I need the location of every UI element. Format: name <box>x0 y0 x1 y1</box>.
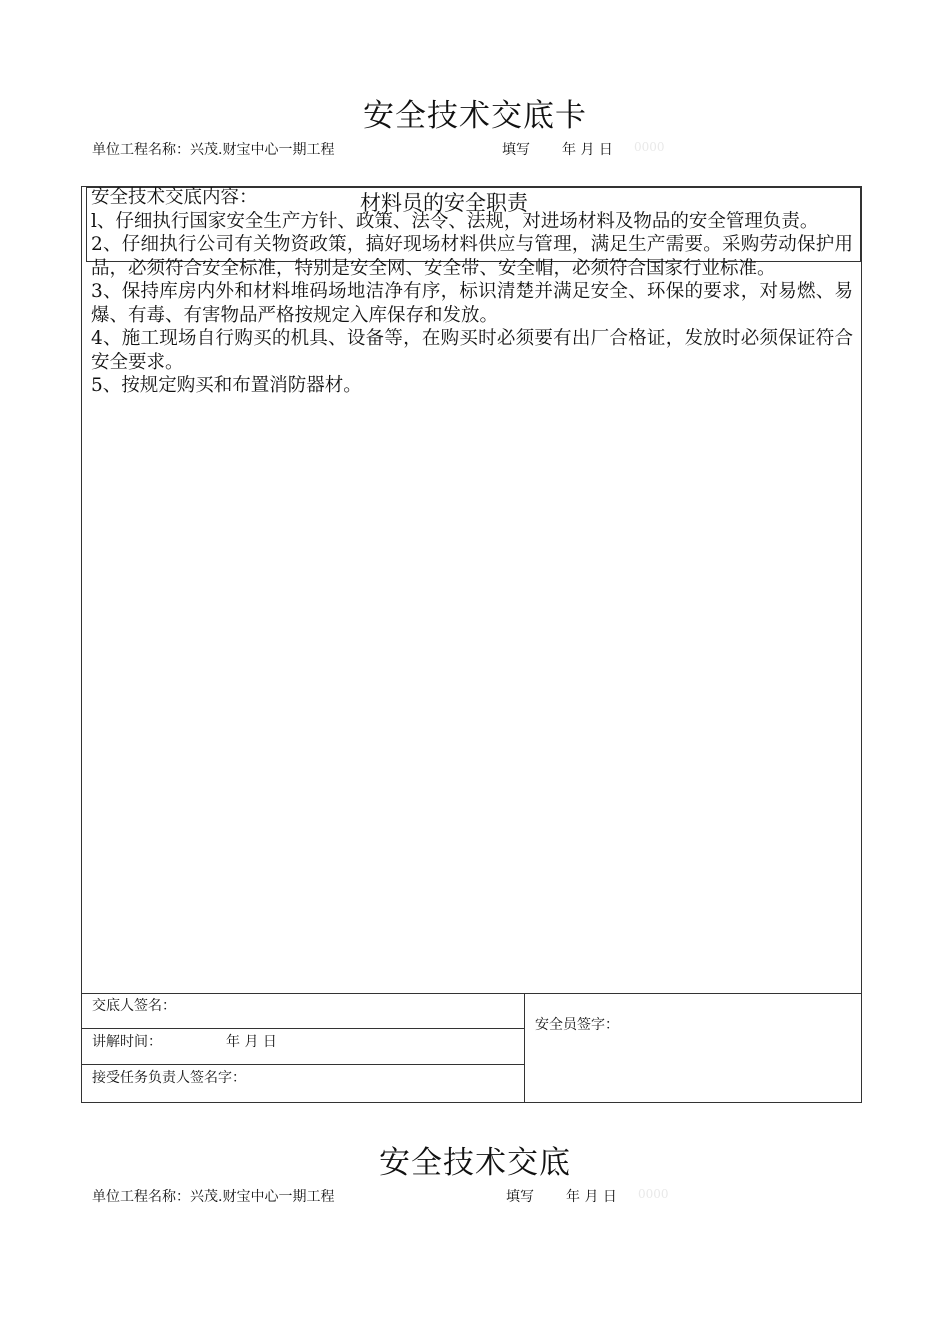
signature-top-divider <box>81 993 862 994</box>
fill-date-placeholder: 0000 <box>634 140 665 154</box>
explain-time-label: 讲解时间： <box>92 1034 162 1050</box>
signature-row-divider-1 <box>81 1028 525 1029</box>
signature-vertical-divider <box>524 993 525 1103</box>
safety-officer-signature-label: 安全员签字： <box>535 1017 619 1033</box>
second-fill-label: 填写 <box>506 1189 534 1205</box>
page-title: 安全技术交底卡 <box>363 98 587 134</box>
second-fill-date: 年 月 日 <box>566 1189 617 1205</box>
content-item-4: 4、施工现场自行购买的机具、设备等，在购买时必须要有出厂合格证，发放时必须保证符合安全要求。 <box>91 328 853 373</box>
fill-label: 填写 <box>502 142 530 158</box>
second-unit-project-name: 单位工程名称：兴茂.财宝中心一期工程 <box>92 1189 335 1205</box>
signature-row-divider-2 <box>81 1064 525 1065</box>
presenter-signature-label: 交底人签名： <box>92 998 176 1014</box>
second-page-title: 安全技术交底 <box>379 1145 571 1181</box>
receiver-signature-label: 接受任务负责人签名字： <box>92 1070 246 1086</box>
content-item-5: 5、按规定购买和布置消防器材。 <box>91 375 362 396</box>
explain-time-date: 年 月 日 <box>226 1034 277 1050</box>
second-fill-date-placeholder: 0000 <box>638 1187 669 1201</box>
disclosure-content <box>91 186 853 398</box>
duty-title: 材料员的安全职责 <box>360 191 528 215</box>
fill-date: 年 月 日 <box>562 142 613 158</box>
content-heading: 安全技术交底内容： <box>91 187 258 208</box>
content-item-3: 3、保持库房内外和材料堆码场地洁净有序，标识清楚并满足安全、环保的要求，对易燃、易爆、有毒、有害物品严格按规定入库保存和发放。 <box>91 281 853 326</box>
content-item-1: l、仔细执行国家安全生产方针、政策、法令、法规，对进场材料及物品的安全管理负责。 <box>91 210 819 232</box>
content-item-2: 2、仔细执行公司有关物资政策，搞好现场材料供应与管理，满足生产需要。采购劳动保护用品，必须符合安全标准，特别是安全网、安全带、安全帽，必须符合国家行业标准。 <box>91 234 853 279</box>
unit-project-name: 单位工程名称：兴茂.财宝中心一期工程 <box>92 142 335 158</box>
